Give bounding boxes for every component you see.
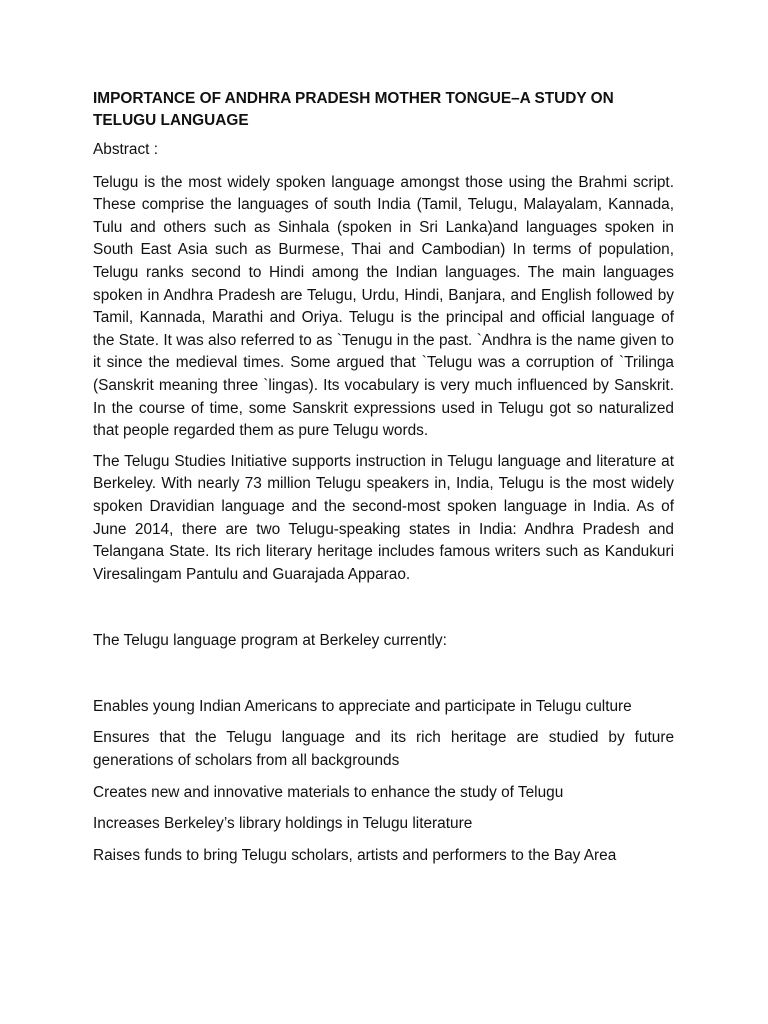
- list-item: Increases Berkeley’s library holdings in Telugu literature: [93, 815, 473, 833]
- list-item: Creates new and innovative materials to enhance the study of Telugu: [93, 783, 564, 801]
- abstract-paragraph-2: The Telugu Studies Initiative supports instruction in Telugu language and literature at Berkeley. With nearly 73 million Telugu speakers in, India, Telugu is the most widely spoken Dravidian language and the second-most spoken language in India. As of June 2014, there are two Telugu-speaking states in India: Andhra Pradesh and Telangana State. Its rich literary heritage includes famous writers such as Kandukuri Viresalingam Pantulu and Guarajada Apparao.: [93, 452, 674, 583]
- abstract-label: Abstract :: [93, 141, 159, 158]
- abstract-paragraph-1: Telugu is the most widely spoken language amongst those using the Brahmi script. These comprise the languages of south India (Tamil, Telugu, Malayalam, Kannada, Tulu and others such as Sinhala (spoken in Sri Lanka)and languages spoken in South East Asia such as Burmese, Thai and Cambodian) In terms of population, Telugu ranks second to Hindi among the Indian languages. The main languages spoken in Andhra Pradesh are Telugu, Urdu, Hindi, Banjara, and English followed by Tamil, Kannada, Marathi and Oriya. Telugu is the principal and official language of the State. It was also referred to as `Tenugu in the past. `Andhra is the name given to it since the medieval times. Some argued that `Telugu was a corruption of `Trilinga (Sanskrit meaning three `lingas). Its vocabulary is very much influenced by Sanskrit. In the course of time, some Sanskrit expressions used in Telugu got so naturalized that people regarded them as pure Telugu words.: [93, 173, 674, 440]
- document-page: [93, 88, 674, 876]
- list-item: Ensures that the Telugu language and its rich heritage are studied by future generations of scholars from all backgrounds: [93, 729, 674, 770]
- list-item: Enables young Indian Americans to appreciate and participate in Telugu culture: [93, 697, 632, 715]
- program-intro: The Telugu language program at Berkeley currently:: [93, 632, 447, 650]
- program-list: [93, 696, 674, 868]
- list-item: Raises funds to bring Telugu scholars, artists and performers to the Bay Area: [93, 846, 617, 864]
- document-title: IMPORTANCE OF ANDHRA PRADESH MOTHER TONGUE–A STUDY ON TELUGU LANGUAGE: [93, 90, 614, 129]
